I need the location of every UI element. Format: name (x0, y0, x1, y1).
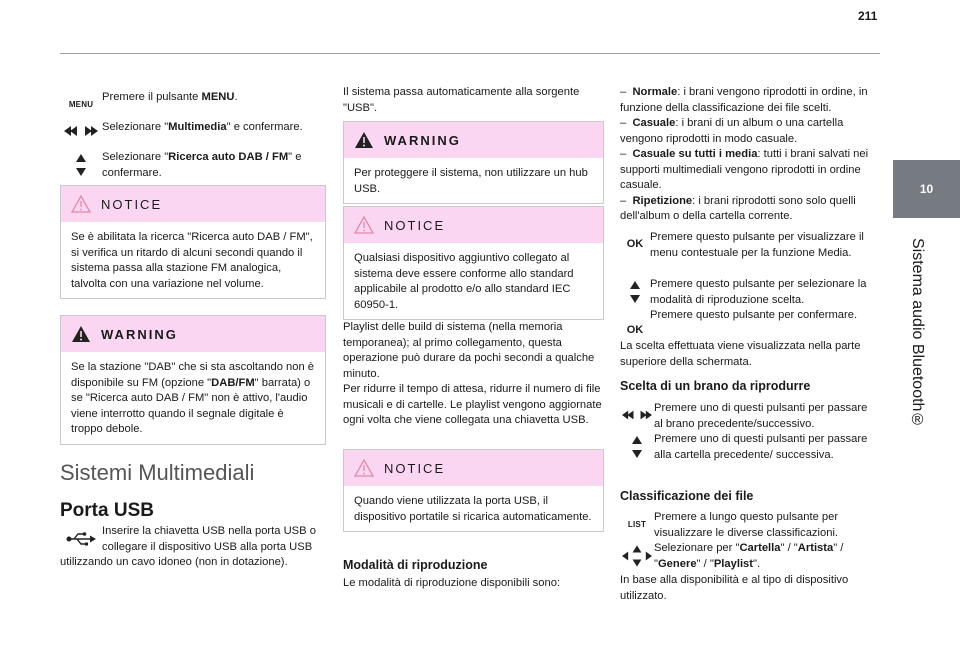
warning-header (61, 316, 325, 352)
warning-text (61, 352, 325, 444)
menu-button-icon: MENU (68, 99, 94, 109)
class2-playlist: Playlist (713, 557, 754, 570)
step1-bold: MENU (201, 91, 235, 103)
warning-triangle-icon (354, 216, 374, 234)
notice-box-1 (60, 185, 326, 299)
updown-step (620, 277, 872, 308)
up-down-arrows-icon (620, 432, 654, 462)
warning-box-2 (343, 121, 604, 204)
mode-normal: – Normale: i brani vengono riprodotti in ordine, in funzione della classificazione dei file scelti. (620, 86, 868, 114)
warning-title: WARNING (384, 132, 461, 148)
warning-header (344, 122, 603, 158)
classification-note: In base alla disponibilità e al tipo di dispositivo utilizzato. (620, 574, 849, 602)
mode-random-text: : i brani di un album o una cartella vengono riprodotti in modo casuale. (620, 117, 844, 145)
ok-button-icon: OK (626, 323, 644, 336)
playback-modes-list (620, 85, 872, 225)
warning-text-a: Se la stazione "DAB" che si sta ascoltando non è disponibile su FM (opzione " (71, 361, 315, 389)
mode-repeat-label: Ripetizione (632, 194, 693, 207)
mode-normal-label: Normale (632, 86, 678, 98)
left-right-arrows-icon (60, 120, 102, 142)
mode-repeat: – Ripetizione: i brani riprodotti sono solo quelli dell'album o della cartella corrente. (620, 194, 856, 222)
warning-triangle-icon (354, 459, 374, 477)
classification-title: Classificazione dei file (620, 489, 754, 503)
track-title: Scelta di un brano da riprodurre (620, 379, 811, 393)
modes-text: Le modalità di riproduzione disponibili sono: (343, 577, 561, 589)
mode-repeat-text: : i brani riprodotti sono solo quelli dell'album o della cartella corrente. (620, 194, 856, 222)
step2-end: " e confermare. (226, 121, 303, 133)
left-right-arrows-icon (620, 401, 654, 429)
warning-text-b: " barrata) o se "Ricerca auto DAB / FM" non è attivo, l'audio viene interrotto quando il segnale digitale è troppo debole. (71, 376, 311, 435)
step3-text: Selezionare " (102, 151, 169, 163)
usb-title: Porta USB (60, 500, 154, 521)
list-button-icon: LIST (627, 520, 647, 530)
mode-random-all: – Casuale su tutti i media: tutti i brani salvati nei supporti multimediali vengono riprodotti in ordine casuale. (620, 148, 869, 191)
class2-sep1: " / " (780, 542, 798, 554)
mode-random: – Casuale: i brani di un album o una cartella vengono riprodotti in modo casuale. (620, 117, 844, 145)
modes-title: Modalità di riproduzione (343, 558, 488, 572)
notice-title: NOTICE (384, 217, 446, 233)
warning-triangle-icon (354, 131, 374, 149)
mode-normal-text: : i brani vengono riprodotti in ordine, in funzione della classificazione dei file scelti. (620, 86, 868, 114)
ok-step-1 (620, 230, 872, 261)
class2-a: Selezionare per " (654, 542, 740, 554)
notice-box-3 (343, 449, 604, 532)
step2-text: Selezionare " (102, 121, 169, 133)
intro-text: Il sistema passa automaticamente alla sorgente "USB". (343, 86, 580, 114)
warning-triangle-icon (71, 325, 91, 343)
ok-button-icon: OK (626, 238, 644, 251)
warning-triangle-icon (71, 195, 91, 213)
page-number: 211 (858, 9, 878, 23)
ok-step-2 (620, 308, 872, 338)
updown-step-text: Premere questo pulsante per selezionare la modalità di riproduzione scelta. (650, 278, 867, 306)
notice-text: Quando viene utilizzata la porta USB, il dispositivo portatile si ricarica automaticamente. (354, 495, 592, 523)
notice-box-2 (343, 206, 604, 320)
step2-bold: Multimedia (168, 121, 227, 133)
class2-end: ". (753, 557, 761, 570)
class2-artista: Artista (797, 542, 834, 554)
step1-text: Premere il pulsante (102, 91, 202, 103)
four-way-arrows-icon (620, 541, 654, 571)
section-title: Sistemi Multimediali (60, 460, 255, 485)
step-dab-fm (60, 150, 326, 181)
choice-text: La scelta effettuata viene visualizzata nella parte superiore della schermata. (620, 340, 861, 368)
classification-step-2 (620, 541, 872, 572)
notice-header (61, 186, 325, 222)
warning-text-bold: DAB/FM (211, 376, 255, 389)
track-step-1 (620, 401, 872, 432)
notice-title: NOTICE (384, 460, 446, 476)
playlist-text-2: Per ridurre il tempo di attesa, ridurre il numero di file musicali e di cartelle. Le playlist vengono aggiornate ogni volta che viene collegata una chiavetta USB. (343, 383, 602, 426)
step-menu (60, 90, 326, 112)
mode-random-all-text: : tutti i brani salvati nei supporti multimediali vengono riprodotti in ordine casuale. (620, 148, 869, 191)
notice-header (344, 207, 603, 243)
warning-box-1 (60, 315, 326, 445)
mode-random-all-label: Casuale su tutti i media (632, 148, 758, 160)
track-step-2-text: Premere uno di questi pulsanti per passare alla cartella precedente/ successiva. (654, 433, 868, 461)
usb-paragraph (60, 524, 326, 571)
mode-random-label: Casuale (632, 117, 676, 129)
header-divider (60, 53, 880, 54)
ok-step-2-text: Premere questo pulsante per confermare. (650, 309, 858, 321)
usb-icon (60, 524, 102, 554)
step1-end: . (234, 91, 238, 103)
step-multimedia (60, 120, 326, 142)
usb-text: Inserire la chiavetta USB nella porta USB o collegare il dispositivo USB alla porta USB utilizzando un cavo idoneo (non in dotazione). (60, 525, 316, 568)
class2-sep3: " / " (696, 557, 714, 570)
warning-title: WARNING (101, 326, 178, 342)
up-down-arrows-icon (620, 277, 650, 307)
classification-step-1 (620, 510, 872, 541)
chapter-number: 10 (919, 182, 934, 196)
up-down-arrows-icon (60, 150, 102, 180)
notice-header (344, 450, 603, 486)
notice-text: Se è abilitata la ricerca "Ricerca auto DAB / FM", si verifica un ritardo di alcuni secondi quando il sistema passa alla stazione FM analogica, talvolta con una variazione nel volume. (71, 231, 313, 290)
notice-title: NOTICE (101, 196, 163, 212)
chapter-title: Sistema audio Bluetooth® (909, 238, 926, 429)
warning-text: Per proteggere il sistema, non utilizzare un hub USB. (354, 167, 588, 195)
step3-bold: Ricerca auto DAB / FM (168, 151, 289, 163)
playlist-text: Playlist delle build di sistema (nella memoria temporanea); al primo collegamento, questa operazione può durare da pochi secondi a qualche minuto. (343, 321, 595, 380)
chapter-tab[interactable] (893, 160, 960, 218)
track-step-1-text: Premere uno di questi pulsanti per passare al brano precedente/successivo. (654, 402, 868, 430)
step3-end: " e confermare. (102, 151, 302, 179)
classification-step-1-text: Premere a lungo questo pulsante per visualizzare le diverse classificazioni. (654, 511, 839, 539)
track-step-2 (620, 432, 872, 463)
class2-cartella: Cartella (739, 542, 781, 554)
class2-sep2: " / " (654, 542, 844, 570)
ok-step-1-text: Premere questo pulsante per visualizzare il menu contestuale per la funzione Media. (650, 231, 864, 259)
notice-text: Qualsiasi dispositivo aggiuntivo collegato al sistema deve essere conforme allo standard applicabile al prodotto e/o allo standard IEC 60950-1. (354, 252, 574, 311)
class2-genere: Genere (657, 557, 697, 570)
